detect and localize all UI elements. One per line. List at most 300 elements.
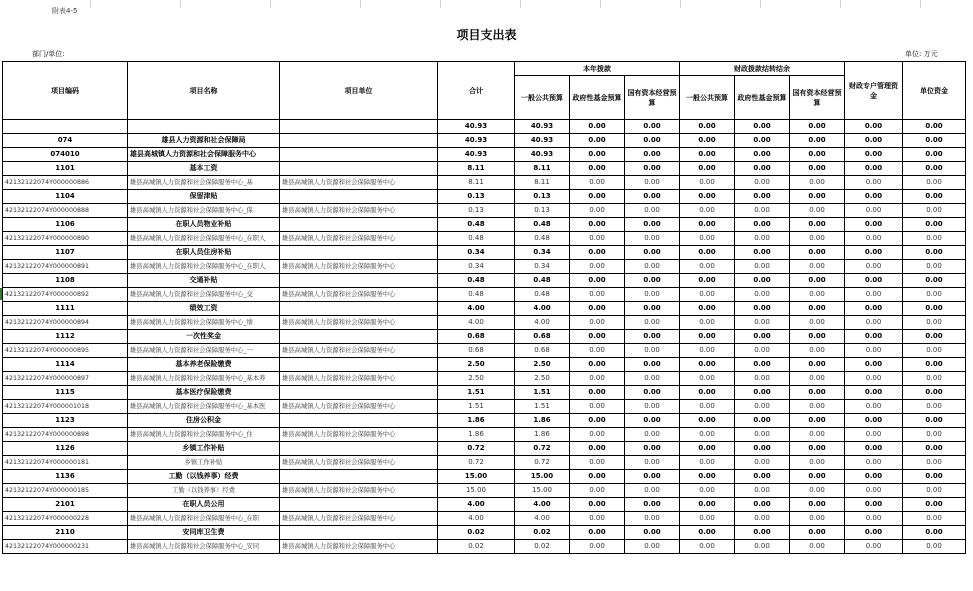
cell-value[interactable]: 0.00: [680, 344, 735, 358]
cell-value[interactable]: 0.00: [570, 358, 625, 372]
cell-value[interactable]: 0.00: [680, 204, 735, 218]
cell-value[interactable]: 0.00: [903, 330, 966, 344]
cell-value[interactable]: 0.00: [570, 260, 625, 274]
cell-value[interactable]: 0.00: [903, 120, 966, 134]
cell-value[interactable]: 0.13: [515, 190, 570, 204]
cell-value[interactable]: 0.00: [845, 400, 903, 414]
cell-value[interactable]: 15.00: [515, 484, 570, 498]
cell-unit[interactable]: 雄县高城镇人力资源和社会保障服务中心: [280, 456, 438, 470]
cell-value[interactable]: 0.00: [903, 316, 966, 330]
cell-name[interactable]: 雄县高城镇人力资源和社会保障服务中心: [128, 148, 280, 162]
cell-value[interactable]: 40.93: [438, 120, 515, 134]
cell-code[interactable]: 1112: [3, 330, 128, 344]
cell-value[interactable]: 0.00: [625, 372, 680, 386]
cell-value[interactable]: 4.00: [515, 498, 570, 512]
cell-value[interactable]: 0.00: [570, 288, 625, 302]
cell-name[interactable]: 保留津贴: [128, 190, 280, 204]
cell-code[interactable]: 42132122074Y000000886: [3, 176, 128, 190]
cell-value[interactable]: 0.34: [515, 260, 570, 274]
cell-value[interactable]: 0.00: [625, 442, 680, 456]
cell-name[interactable]: 雄县高城镇人力资源和社会保障服务中心_保: [128, 204, 280, 218]
cell-value[interactable]: 0.00: [570, 134, 625, 148]
cell-value[interactable]: 4.00: [515, 302, 570, 316]
cell-value[interactable]: 0.00: [625, 512, 680, 526]
cell-unit[interactable]: [280, 162, 438, 176]
cell-value[interactable]: 1.86: [515, 414, 570, 428]
cell-value[interactable]: 0.00: [625, 134, 680, 148]
cell-value[interactable]: 0.00: [735, 540, 790, 554]
cell-name[interactable]: 雄县高城镇人力资源和社会保障服务中心_基本养: [128, 372, 280, 386]
cell-code[interactable]: 42132122074Y000000181: [3, 456, 128, 470]
cell-value[interactable]: 0.00: [790, 470, 845, 484]
cell-value[interactable]: 0.00: [845, 428, 903, 442]
cell-unit[interactable]: 雄县高城镇人力资源和社会保障服务中心: [280, 372, 438, 386]
cell-value[interactable]: 0.00: [903, 162, 966, 176]
cell-value[interactable]: 0.00: [680, 540, 735, 554]
cell-value[interactable]: 0.00: [625, 428, 680, 442]
cell-name[interactable]: 一次性奖金: [128, 330, 280, 344]
cell-value[interactable]: 0.00: [845, 288, 903, 302]
cell-value[interactable]: 0.00: [790, 414, 845, 428]
cell-code[interactable]: 1108: [3, 274, 128, 288]
cell-value[interactable]: 0.00: [735, 400, 790, 414]
cell-unit[interactable]: [280, 134, 438, 148]
cell-value[interactable]: 0.48: [438, 288, 515, 302]
cell-value[interactable]: 0.00: [680, 246, 735, 260]
cell-code[interactable]: 2110: [3, 526, 128, 540]
cell-value[interactable]: 0.00: [680, 428, 735, 442]
cell-name[interactable]: 安同库卫生费: [128, 526, 280, 540]
cell-value[interactable]: 0.00: [735, 498, 790, 512]
cell-value[interactable]: 0.00: [903, 372, 966, 386]
cell-value[interactable]: 0.34: [438, 260, 515, 274]
cell-name[interactable]: 雄县高城镇人力资源和社会保障服务中心_基本医: [128, 400, 280, 414]
cell-unit[interactable]: 雄县高城镇人力资源和社会保障服务中心: [280, 484, 438, 498]
cell-value[interactable]: 40.93: [515, 148, 570, 162]
cell-value[interactable]: 0.00: [735, 428, 790, 442]
cell-value[interactable]: 0.00: [790, 218, 845, 232]
cell-value[interactable]: 0.00: [845, 526, 903, 540]
cell-name[interactable]: 雄县高城镇人力资源和社会保障服务中心_交: [128, 288, 280, 302]
cell-value[interactable]: 0.00: [845, 162, 903, 176]
cell-value[interactable]: 0.00: [735, 260, 790, 274]
cell-value[interactable]: 0.00: [845, 512, 903, 526]
cell-value[interactable]: 0.00: [625, 400, 680, 414]
cell-value[interactable]: 0.00: [903, 540, 966, 554]
cell-value[interactable]: 0.00: [735, 414, 790, 428]
cell-value[interactable]: 0.00: [790, 288, 845, 302]
cell-name[interactable]: 在职人员物业补贴: [128, 218, 280, 232]
cell-value[interactable]: 0.00: [570, 470, 625, 484]
cell-value[interactable]: 0.00: [845, 246, 903, 260]
cell-code[interactable]: 42132122074Y000000888: [3, 204, 128, 218]
cell-value[interactable]: 0.00: [680, 218, 735, 232]
cell-value[interactable]: 0.00: [845, 540, 903, 554]
cell-value[interactable]: 0.00: [735, 316, 790, 330]
cell-value[interactable]: 0.00: [680, 176, 735, 190]
cell-value[interactable]: 0.00: [570, 400, 625, 414]
cell-value[interactable]: 0.00: [790, 162, 845, 176]
cell-value[interactable]: 0.00: [735, 512, 790, 526]
cell-code[interactable]: 42132122074Y000000895: [3, 344, 128, 358]
cell-value[interactable]: 0.34: [515, 246, 570, 260]
cell-value[interactable]: 0.00: [625, 218, 680, 232]
cell-value[interactable]: 0.00: [680, 120, 735, 134]
cell-name[interactable]: 工勤（以钱养事）经费: [128, 470, 280, 484]
header-unit-funds[interactable]: 单位资金: [903, 62, 966, 120]
cell-value[interactable]: 0.00: [790, 330, 845, 344]
cell-value[interactable]: 0.00: [903, 484, 966, 498]
cell-value[interactable]: 0.00: [680, 386, 735, 400]
cell-value[interactable]: 4.00: [438, 498, 515, 512]
cell-value[interactable]: 0.00: [735, 148, 790, 162]
cell-value[interactable]: 0.00: [570, 428, 625, 442]
cell-value[interactable]: 0.00: [845, 330, 903, 344]
cell-value[interactable]: 0.00: [903, 526, 966, 540]
cell-value[interactable]: 0.00: [735, 218, 790, 232]
cell-value[interactable]: 0.00: [680, 330, 735, 344]
cell-value[interactable]: 0.00: [570, 512, 625, 526]
cell-value[interactable]: 0.00: [790, 176, 845, 190]
cell-value[interactable]: 0.00: [570, 442, 625, 456]
cell-value[interactable]: 4.00: [515, 512, 570, 526]
header-cy-state-capital[interactable]: 国有资本经营预算: [625, 76, 680, 120]
cell-code[interactable]: 1106: [3, 218, 128, 232]
cell-value[interactable]: 0.00: [625, 302, 680, 316]
cell-code[interactable]: 1115: [3, 386, 128, 400]
cell-value[interactable]: 0.00: [570, 414, 625, 428]
cell-value[interactable]: 1.86: [438, 414, 515, 428]
cell-name[interactable]: 住房公积金: [128, 414, 280, 428]
cell-code[interactable]: 2101: [3, 498, 128, 512]
cell-value[interactable]: 0.00: [570, 456, 625, 470]
cell-value[interactable]: 0.00: [903, 302, 966, 316]
cell-value[interactable]: 0.00: [903, 428, 966, 442]
cell-value[interactable]: 0.00: [790, 120, 845, 134]
cell-name[interactable]: 交通补贴: [128, 274, 280, 288]
cell-value[interactable]: 8.11: [515, 176, 570, 190]
cell-value[interactable]: 0.00: [735, 344, 790, 358]
cell-value[interactable]: 0.68: [438, 344, 515, 358]
cell-code[interactable]: 42132122074Y000000897: [3, 372, 128, 386]
cell-value[interactable]: 0.00: [790, 456, 845, 470]
cell-value[interactable]: 0.00: [845, 260, 903, 274]
cell-value[interactable]: 0.00: [790, 526, 845, 540]
cell-value[interactable]: 0.00: [845, 204, 903, 218]
cell-value[interactable]: 0.00: [790, 134, 845, 148]
cell-value[interactable]: 0.00: [735, 204, 790, 218]
cell-value[interactable]: 0.00: [570, 484, 625, 498]
cell-value[interactable]: 0.00: [625, 316, 680, 330]
cell-value[interactable]: 0.00: [845, 372, 903, 386]
cell-value[interactable]: 0.00: [625, 526, 680, 540]
cell-value[interactable]: 0.00: [625, 120, 680, 134]
cell-value[interactable]: 0.00: [903, 470, 966, 484]
cell-value[interactable]: 0.00: [790, 232, 845, 246]
cell-value[interactable]: 0.00: [625, 288, 680, 302]
cell-unit[interactable]: [280, 274, 438, 288]
cell-unit[interactable]: [280, 302, 438, 316]
cell-value[interactable]: 0.00: [735, 288, 790, 302]
cell-code[interactable]: 1114: [3, 358, 128, 372]
cell-value[interactable]: 0.00: [735, 302, 790, 316]
cell-name[interactable]: 雄县高城镇人力资源和社会保障服务中心_在职人: [128, 260, 280, 274]
cell-value[interactable]: 0.68: [438, 330, 515, 344]
cell-value[interactable]: 0.00: [680, 512, 735, 526]
cell-name[interactable]: [128, 120, 280, 134]
cell-value[interactable]: 0.00: [625, 204, 680, 218]
cell-value[interactable]: 0.00: [680, 274, 735, 288]
cell-value[interactable]: 1.51: [515, 400, 570, 414]
cell-value[interactable]: 0.00: [680, 358, 735, 372]
cell-name[interactable]: 雄县高城镇人力资源和社会保障服务中心_安同: [128, 540, 280, 554]
cell-value[interactable]: 0.00: [735, 358, 790, 372]
cell-code[interactable]: 1107: [3, 246, 128, 260]
cell-unit[interactable]: [280, 470, 438, 484]
cell-code[interactable]: 42132122074Y000000894: [3, 316, 128, 330]
cell-value[interactable]: 0.00: [570, 218, 625, 232]
cell-value[interactable]: 0.00: [735, 162, 790, 176]
cell-value[interactable]: 0.00: [570, 330, 625, 344]
cell-value[interactable]: 40.93: [515, 134, 570, 148]
cell-value[interactable]: 40.93: [438, 148, 515, 162]
cell-value[interactable]: 0.00: [903, 344, 966, 358]
cell-value[interactable]: 0.00: [735, 456, 790, 470]
cell-value[interactable]: 0.00: [570, 498, 625, 512]
cell-value[interactable]: 0.00: [680, 162, 735, 176]
cell-value[interactable]: 0.00: [625, 148, 680, 162]
cell-value[interactable]: 0.00: [903, 456, 966, 470]
cell-value[interactable]: 0.00: [735, 372, 790, 386]
cell-value[interactable]: 2.50: [515, 372, 570, 386]
cell-value[interactable]: 0.00: [570, 386, 625, 400]
cell-value[interactable]: 0.02: [515, 540, 570, 554]
cell-value[interactable]: 0.00: [790, 190, 845, 204]
cell-value[interactable]: 0.00: [735, 386, 790, 400]
cell-unit[interactable]: [280, 330, 438, 344]
cell-value[interactable]: 0.00: [680, 134, 735, 148]
cell-value[interactable]: 0.00: [680, 400, 735, 414]
cell-value[interactable]: 2.50: [515, 358, 570, 372]
cell-value[interactable]: 15.00: [515, 470, 570, 484]
cell-value[interactable]: 0.00: [845, 414, 903, 428]
cell-value[interactable]: 0.00: [735, 190, 790, 204]
cell-unit[interactable]: 雄县高城镇人力资源和社会保障服务中心: [280, 176, 438, 190]
cell-value[interactable]: 0.00: [790, 260, 845, 274]
cell-value[interactable]: 0.00: [570, 162, 625, 176]
cell-value[interactable]: 0.00: [680, 260, 735, 274]
cell-value[interactable]: 0.00: [790, 512, 845, 526]
header-current-year[interactable]: 本年拨款: [515, 62, 680, 76]
cell-value[interactable]: 0.00: [790, 400, 845, 414]
cell-code[interactable]: 1126: [3, 442, 128, 456]
cell-value[interactable]: 0.00: [570, 204, 625, 218]
header-special-account[interactable]: 财政专户管理资金: [845, 62, 903, 120]
cell-value[interactable]: 0.00: [680, 456, 735, 470]
cell-value[interactable]: 0.00: [625, 260, 680, 274]
cell-name[interactable]: 绩效工资: [128, 302, 280, 316]
cell-value[interactable]: 0.00: [845, 344, 903, 358]
cell-code[interactable]: 42132122074Y000001018: [3, 400, 128, 414]
cell-value[interactable]: 1.86: [515, 428, 570, 442]
cell-value[interactable]: 4.00: [438, 316, 515, 330]
cell-value[interactable]: 0.00: [680, 372, 735, 386]
cell-value[interactable]: 0.00: [845, 134, 903, 148]
cell-code[interactable]: 42132122074Y000000898: [3, 428, 128, 442]
cell-value[interactable]: 0.48: [515, 218, 570, 232]
cell-unit[interactable]: 雄县高城镇人力资源和社会保障服务中心: [280, 232, 438, 246]
cell-value[interactable]: 0.00: [845, 232, 903, 246]
cell-name[interactable]: 在职人员住房补贴: [128, 246, 280, 260]
cell-value[interactable]: 0.00: [680, 302, 735, 316]
cell-value[interactable]: 4.00: [515, 316, 570, 330]
cell-code[interactable]: 1104: [3, 190, 128, 204]
cell-value[interactable]: 0.00: [903, 512, 966, 526]
cell-name[interactable]: 雄县人力资源和社会保障局: [128, 134, 280, 148]
cell-value[interactable]: 0.00: [845, 470, 903, 484]
cell-value[interactable]: 0.00: [625, 274, 680, 288]
cell-value[interactable]: 0.00: [570, 316, 625, 330]
cell-value[interactable]: 2.50: [438, 358, 515, 372]
cell-value[interactable]: 8.11: [438, 162, 515, 176]
cell-value[interactable]: 0.00: [625, 190, 680, 204]
cell-value[interactable]: 1.86: [438, 428, 515, 442]
cell-unit[interactable]: 雄县高城镇人力资源和社会保障服务中心: [280, 316, 438, 330]
cell-value[interactable]: 0.00: [680, 190, 735, 204]
cell-name[interactable]: 雄县高城镇人力资源和社会保障服务中心_住: [128, 428, 280, 442]
cell-unit[interactable]: [280, 190, 438, 204]
cell-value[interactable]: 15.00: [438, 484, 515, 498]
cell-unit[interactable]: [280, 246, 438, 260]
cell-value[interactable]: 0.00: [625, 386, 680, 400]
cell-value[interactable]: 0.13: [438, 190, 515, 204]
cell-unit[interactable]: 雄县高城镇人力资源和社会保障服务中心: [280, 428, 438, 442]
cell-value[interactable]: 0.00: [625, 358, 680, 372]
cell-code[interactable]: 42132122074Y000000228: [3, 512, 128, 526]
cell-name[interactable]: 雄县高城镇人力资源和社会保障服务中心_基: [128, 176, 280, 190]
cell-value[interactable]: 0.00: [845, 218, 903, 232]
cell-unit[interactable]: 雄县高城镇人力资源和社会保障服务中心: [280, 204, 438, 218]
cell-value[interactable]: 0.48: [515, 288, 570, 302]
cell-value[interactable]: 0.00: [845, 484, 903, 498]
cell-value[interactable]: 0.00: [680, 470, 735, 484]
cell-value[interactable]: 0.00: [570, 372, 625, 386]
cell-value[interactable]: 0.00: [735, 526, 790, 540]
cell-value[interactable]: 40.93: [438, 134, 515, 148]
cell-value[interactable]: 0.00: [790, 246, 845, 260]
cell-value[interactable]: 0.00: [570, 540, 625, 554]
cell-value[interactable]: 0.00: [903, 232, 966, 246]
cell-value[interactable]: 0.00: [903, 260, 966, 274]
cell-unit[interactable]: [280, 442, 438, 456]
cell-value[interactable]: 0.00: [790, 540, 845, 554]
cell-unit[interactable]: 雄县高城镇人力资源和社会保障服务中心: [280, 400, 438, 414]
cell-value[interactable]: 0.00: [625, 246, 680, 260]
cell-value[interactable]: 0.00: [680, 232, 735, 246]
cell-value[interactable]: 0.00: [903, 442, 966, 456]
cell-value[interactable]: 0.00: [680, 414, 735, 428]
cell-value[interactable]: 0.00: [845, 316, 903, 330]
cell-value[interactable]: 0.00: [680, 316, 735, 330]
cell-value[interactable]: 0.00: [735, 120, 790, 134]
cell-value[interactable]: 0.00: [903, 204, 966, 218]
cell-unit[interactable]: [280, 526, 438, 540]
cell-value[interactable]: 0.00: [625, 162, 680, 176]
cell-value[interactable]: 4.00: [438, 512, 515, 526]
cell-value[interactable]: 0.00: [735, 330, 790, 344]
cell-value[interactable]: 0.00: [790, 428, 845, 442]
cell-value[interactable]: 0.48: [515, 232, 570, 246]
cell-value[interactable]: 0.00: [845, 358, 903, 372]
cell-value[interactable]: 0.48: [515, 274, 570, 288]
cell-name[interactable]: 雄县高城镇人力资源和社会保障服务中心_绩: [128, 316, 280, 330]
cell-value[interactable]: 0.00: [570, 232, 625, 246]
cell-value[interactable]: 0.00: [680, 526, 735, 540]
cell-value[interactable]: 1.51: [438, 386, 515, 400]
cell-name[interactable]: 乡镇工作补贴: [128, 456, 280, 470]
cell-value[interactable]: 0.13: [438, 204, 515, 218]
cell-value[interactable]: 0.00: [735, 176, 790, 190]
cell-value[interactable]: 0.00: [845, 456, 903, 470]
cell-value[interactable]: 0.00: [625, 456, 680, 470]
cell-unit[interactable]: [280, 148, 438, 162]
cell-unit[interactable]: [280, 218, 438, 232]
cell-unit[interactable]: 雄县高城镇人力资源和社会保障服务中心: [280, 344, 438, 358]
cell-value[interactable]: 0.00: [903, 190, 966, 204]
cell-value[interactable]: 0.00: [570, 120, 625, 134]
cell-value[interactable]: 0.00: [790, 302, 845, 316]
cell-unit[interactable]: [280, 386, 438, 400]
cell-value[interactable]: 0.00: [903, 148, 966, 162]
cell-value[interactable]: 0.00: [845, 190, 903, 204]
cell-value[interactable]: 0.72: [515, 442, 570, 456]
cell-value[interactable]: 0.00: [790, 204, 845, 218]
cell-value[interactable]: 0.00: [845, 498, 903, 512]
cell-value[interactable]: 0.00: [903, 498, 966, 512]
cell-value[interactable]: 0.00: [903, 358, 966, 372]
cell-value[interactable]: 0.00: [790, 498, 845, 512]
cell-value[interactable]: 0.00: [790, 358, 845, 372]
cell-value[interactable]: 0.00: [625, 330, 680, 344]
cell-value[interactable]: 0.00: [625, 540, 680, 554]
cell-value[interactable]: 0.00: [625, 344, 680, 358]
cell-value[interactable]: 40.93: [515, 120, 570, 134]
cell-value[interactable]: 0.00: [735, 442, 790, 456]
cell-unit[interactable]: [280, 358, 438, 372]
cell-value[interactable]: 0.00: [680, 484, 735, 498]
cell-value[interactable]: 0.72: [438, 442, 515, 456]
cell-name[interactable]: 工勤（以钱养事）经费: [128, 484, 280, 498]
cell-value[interactable]: 0.00: [735, 134, 790, 148]
cell-value[interactable]: 0.13: [515, 204, 570, 218]
header-co-gov-fund[interactable]: 政府性基金预算: [735, 76, 790, 120]
cell-value[interactable]: 0.00: [903, 246, 966, 260]
header-co-state-capital[interactable]: 国有资本经营预算: [790, 76, 845, 120]
cell-value[interactable]: 1.51: [438, 400, 515, 414]
cell-value[interactable]: 0.00: [625, 232, 680, 246]
cell-name[interactable]: 在职人员公用: [128, 498, 280, 512]
cell-code[interactable]: 42132122074Y000000231: [3, 540, 128, 554]
cell-value[interactable]: 0.00: [903, 386, 966, 400]
cell-value[interactable]: 0.00: [625, 176, 680, 190]
cell-code[interactable]: 42132122074Y000000890: [3, 232, 128, 246]
header-unit[interactable]: 项目单位: [280, 62, 438, 120]
cell-unit[interactable]: 雄县高城镇人力资源和社会保障服务中心: [280, 288, 438, 302]
cell-value[interactable]: 0.00: [790, 274, 845, 288]
cell-value[interactable]: 0.00: [790, 372, 845, 386]
cell-value[interactable]: 0.48: [438, 218, 515, 232]
cell-value[interactable]: 0.00: [570, 148, 625, 162]
